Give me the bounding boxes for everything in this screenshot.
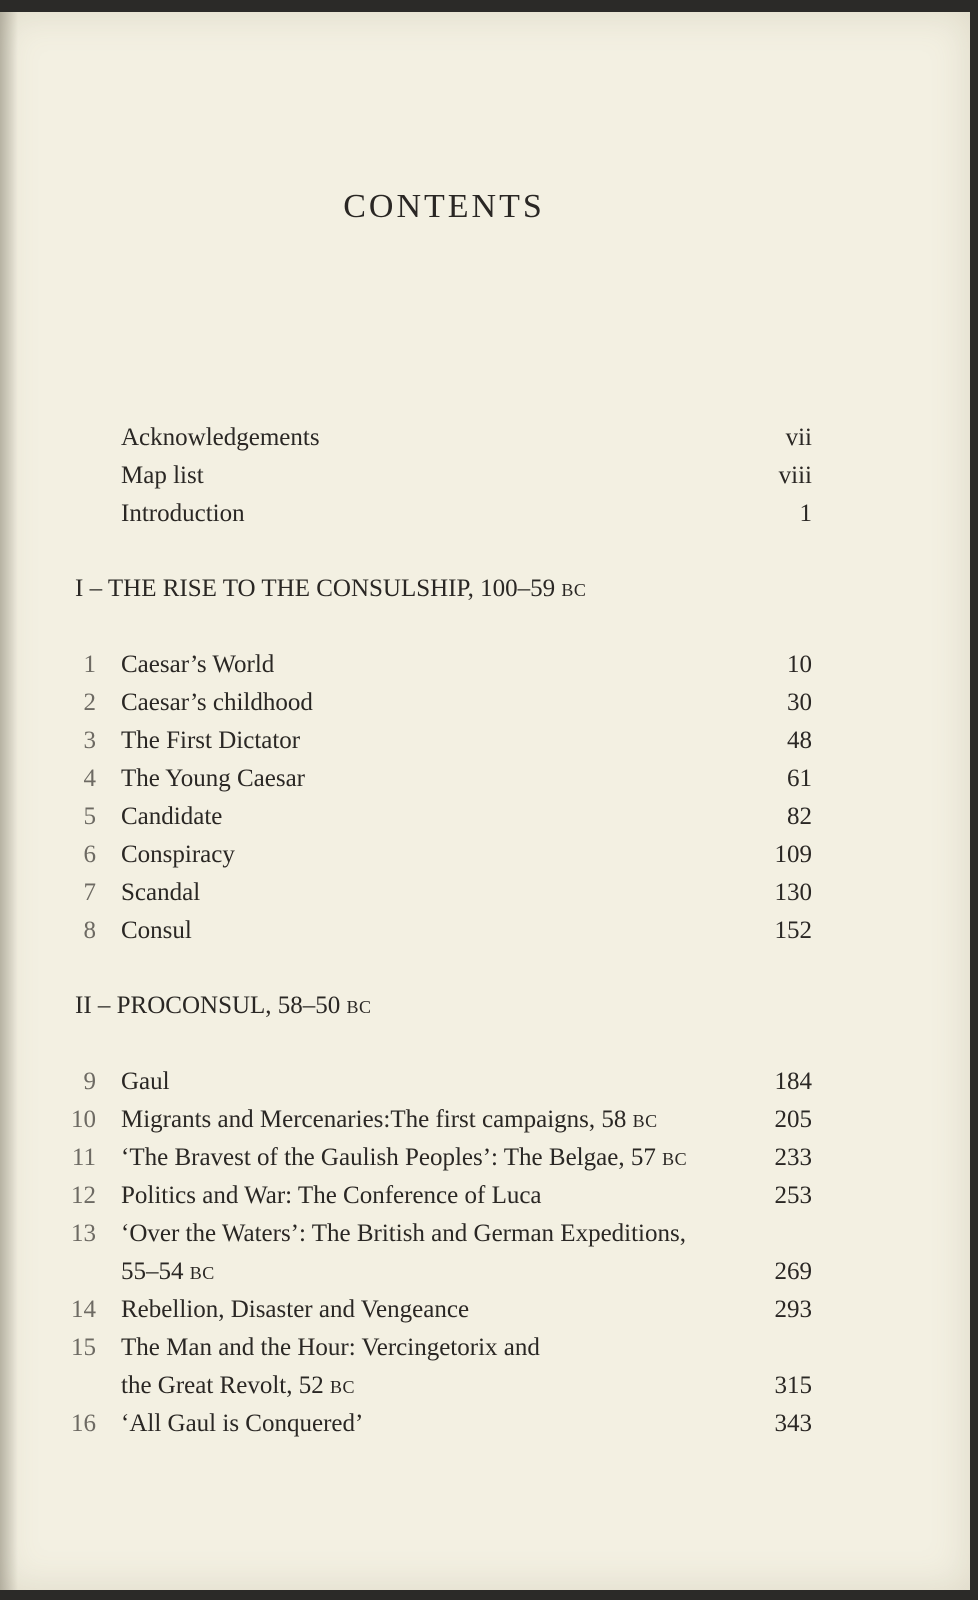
part-era: BC [561,580,587,600]
chapter-title: The Man and the Hour: Vercingetorix and [121,1334,540,1361]
chapter-era: BC [632,1111,658,1131]
chapter-row [0,912,978,950]
part-heading [75,987,372,1026]
chapter-title-text: Migrants and Mercenaries:The first campaigns, 58 [121,1106,627,1133]
chapter-row [0,760,978,798]
chapter-row [0,836,978,874]
chapter-page: 61 [787,765,812,792]
chapter-number: 12 [71,1182,96,1209]
chapter-row [0,1215,978,1253]
chapter-page: 82 [787,803,812,830]
chapter-title-text: 55–54 [121,1258,184,1285]
contents-heading: CONTENTS [343,188,545,225]
chapter-title-text: ‘The Bravest of the Gaulish Peoples’: The Belgae, 57 [121,1144,656,1171]
chapter-number: 2 [83,689,96,716]
chapter-row-continued [0,1253,978,1291]
chapter-era: BC [329,1377,355,1397]
chapter-row [0,1405,978,1443]
chapter-title: Conspiracy [121,841,235,868]
chapter-title-continued [121,1367,355,1406]
chapter-page: 48 [787,727,812,754]
chapter-page: 343 [774,1410,812,1437]
chapter-row-continued [0,1367,978,1405]
chapter-page: 253 [774,1182,812,1209]
chapter-row [0,1177,978,1215]
chapter-row [0,1101,978,1139]
chapter-page: 315 [774,1372,812,1399]
chapter-row [0,1329,978,1367]
toc-entry-title: Map list [121,462,204,489]
chapter-page: 109 [774,841,812,868]
part-era: BC [346,997,372,1017]
chapter-number: 4 [83,765,96,792]
chapter-page: 293 [774,1296,812,1323]
chapter-title: ‘Over the Waters’: The British and German Expeditions, [121,1220,686,1247]
toc-entry [0,457,978,495]
chapter-page: 205 [774,1106,812,1133]
chapter-row [0,874,978,912]
chapter-title: Consul [121,917,192,944]
part-title: II – PROCONSUL, 58–50 [75,992,341,1019]
chapter-title: Gaul [121,1068,170,1095]
chapter-row [0,1291,978,1329]
chapter-row [0,1063,978,1101]
chapter-title: ‘All Gaul is Conquered’ [121,1410,364,1437]
chapter-page: 10 [787,651,812,678]
part-title: I – THE RISE TO THE CONSULSHIP, 100–59 [75,575,556,602]
chapter-number: 10 [71,1106,96,1133]
chapter-era: BC [662,1149,688,1169]
chapter-number: 16 [71,1410,96,1437]
chapter-row [0,684,978,722]
chapter-number: 5 [83,803,96,830]
chapter-row [0,722,978,760]
chapter-title: Politics and War: The Conference of Luca [121,1182,542,1209]
chapter-number: 11 [71,1144,96,1171]
chapter-page: 184 [774,1068,812,1095]
chapter-page: 30 [787,689,812,716]
toc-entry-page: vii [785,424,812,451]
toc-entry [0,495,978,533]
chapter-number: 14 [71,1296,96,1323]
chapter-page: 130 [774,879,812,906]
toc-entry-title: Introduction [121,500,245,527]
chapter-era: BC [189,1263,215,1283]
chapter-page: 269 [774,1258,812,1285]
chapter-title: Scandal [121,879,201,906]
toc-entry [0,419,978,457]
chapter-title: Caesar’s World [121,651,275,678]
chapter-row [0,646,978,684]
chapter-row [0,1139,978,1177]
chapter-number: 1 [83,651,96,678]
chapter-title: Candidate [121,803,223,830]
chapter-title [121,1101,658,1140]
chapter-title: The First Dictator [121,727,301,754]
toc-entry-page: viii [778,462,812,489]
part-heading [75,570,586,609]
chapter-number: 8 [83,917,96,944]
chapter-number: 15 [71,1334,96,1361]
chapter-title: Caesar’s childhood [121,689,313,716]
chapter-title-text: the Great Revolt, 52 [121,1372,324,1399]
chapter-title [121,1139,687,1178]
chapter-number: 3 [83,727,96,754]
chapter-title: Rebellion, Disaster and Vengeance [121,1296,470,1323]
toc-entry-page: 1 [799,500,812,527]
chapter-title: The Young Caesar [121,765,306,792]
chapter-title-continued [121,1253,215,1292]
chapter-number: 13 [71,1220,96,1247]
chapter-page: 233 [774,1144,812,1171]
chapter-number: 7 [83,879,96,906]
chapter-number: 9 [83,1068,96,1095]
chapter-page: 152 [774,917,812,944]
chapter-row [0,798,978,836]
chapter-number: 6 [83,841,96,868]
toc-entry-title: Acknowledgements [121,424,320,451]
